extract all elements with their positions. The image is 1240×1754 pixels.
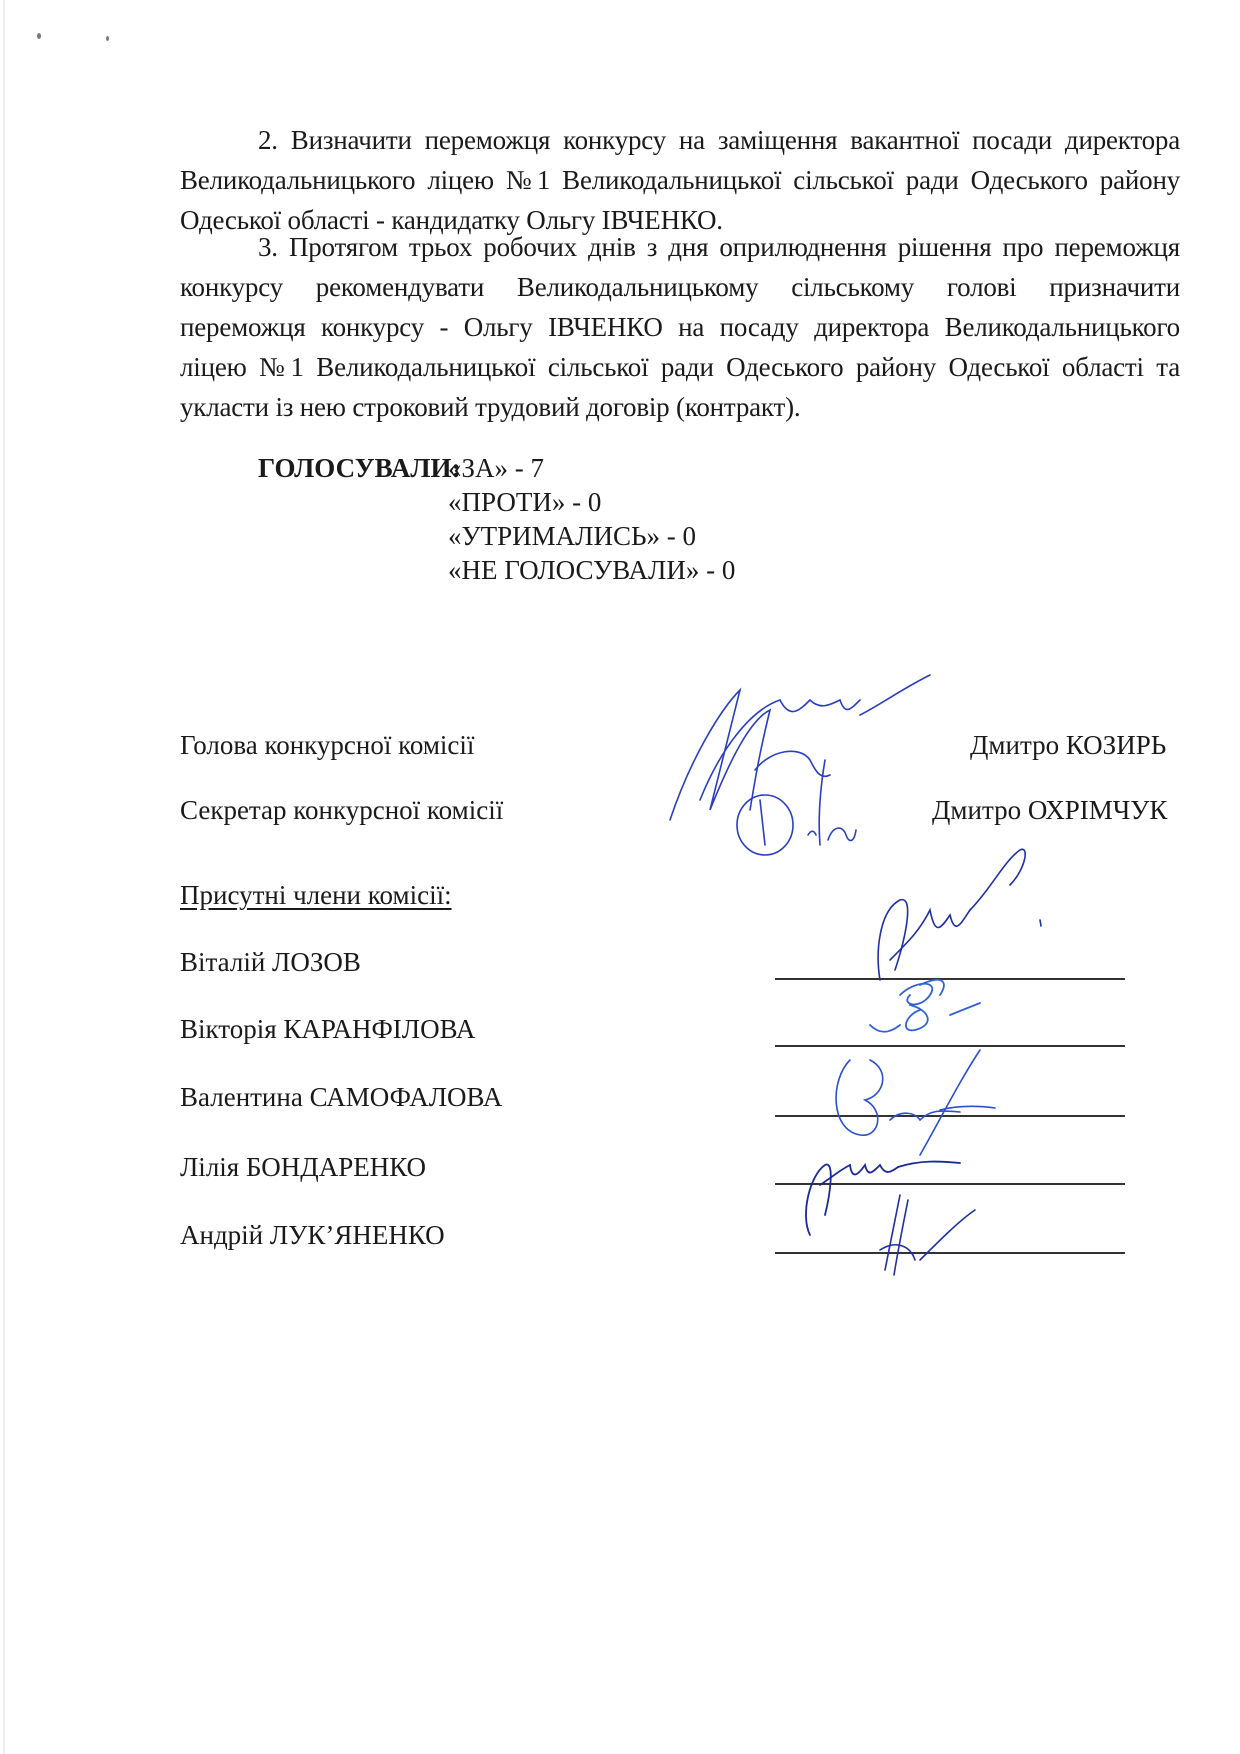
scan-speck <box>37 33 41 39</box>
voting-block <box>258 448 736 585</box>
member-name: Андрій ЛУК’ЯНЕНКО <box>180 1220 445 1250</box>
vote-abstained: «УТРИМАЛИСЬ» - 0 <box>448 521 696 551</box>
scan-edge <box>3 0 5 1754</box>
member-signature <box>860 840 1080 990</box>
paragraph-number: 2. <box>258 125 278 155</box>
vote-not-voted: «НЕ ГОЛОСУВАЛИ» - 0 <box>448 555 736 585</box>
officials-signature <box>660 670 970 860</box>
member-name: Віталій ЛОЗОВ <box>180 947 361 977</box>
paragraph-number: 3. <box>258 232 278 262</box>
resolution-paragraph-3 <box>180 227 1180 427</box>
chair-role: Голова конкурсної комісії <box>180 730 475 760</box>
chair-name: Дмитро КОЗИРЬ <box>970 730 1167 760</box>
secretary-name: Дмитро ОХРІМЧУК <box>932 795 1168 825</box>
member-signature <box>870 1190 990 1280</box>
member-name: Лілія БОНДАРЕНКО <box>180 1152 427 1182</box>
member-name: Валентина САМОФАЛОВА <box>180 1082 503 1112</box>
paragraph-text: Визначити переможця конкурсу на заміщення вакантної посади директора Великодальницького ліцею №1 Великодальницької сільської ради Одеського району Одеської області - кандидатку Ольгу ІВЧЕНКО. <box>180 125 1180 235</box>
members-title: Присутні члени комісії: <box>180 880 452 910</box>
vote-against: «ПРОТИ» - 0 <box>448 487 602 517</box>
voting-label: ГОЛОСУВАЛИ: <box>258 453 461 483</box>
secretary-role: Секретар конкурсної комісії <box>180 795 504 825</box>
paragraph-text: Протягом трьох робочих днів з дня оприлюднення рішення про переможця конкурсу рекомендувати Великодальницькому сільському голові призначити переможця конкурсу - Ольгу ІВЧЕНКО на посаду директора Великодальницького ліцею №1 Великодальницької сільської ради Одеського району Одеської області та укласти із нею строковий трудовий договір (контракт). <box>180 232 1180 422</box>
resolution-paragraph-2 <box>180 120 1180 240</box>
member-name: Вікторія КАРАНФІЛОВА <box>180 1014 476 1044</box>
vote-for: «ЗА» - 7 <box>448 453 545 483</box>
scan-speck <box>106 36 109 41</box>
